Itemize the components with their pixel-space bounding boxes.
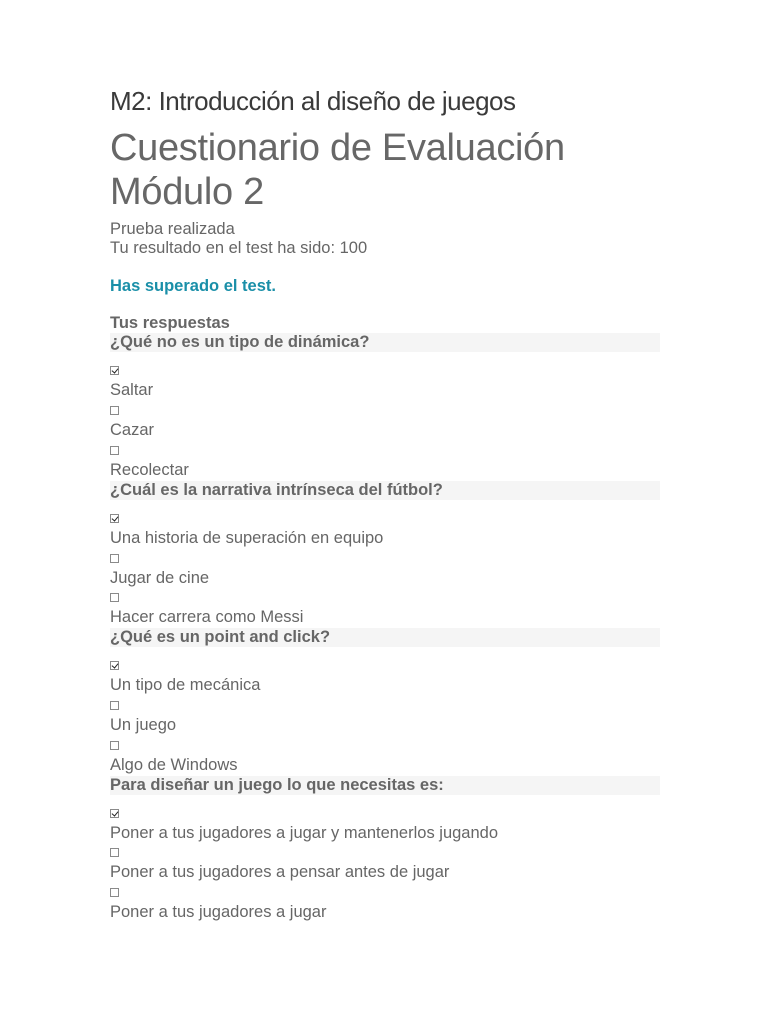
answer-checkbox[interactable]: [110, 593, 119, 602]
answer-checkbox[interactable]: [110, 366, 119, 375]
answer-label: Hacer carrera como Messi: [110, 608, 304, 626]
module-title: M2: Introducción al diseño de juegos: [110, 86, 516, 116]
quiz-title: Cuestionario de Evaluación Módulo 2: [110, 127, 565, 213]
answer-checkbox[interactable]: [110, 406, 119, 415]
question-text: Para diseñar un juego lo que necesitas es:: [110, 776, 660, 795]
answer-checkbox[interactable]: [110, 514, 119, 523]
answer-checkbox[interactable]: [110, 848, 119, 857]
answer-checkbox[interactable]: [110, 701, 119, 710]
status-line-completed: Prueba realizada: [110, 220, 235, 238]
answer-checkbox[interactable]: [110, 446, 119, 455]
answers-heading: Tus respuestas: [110, 314, 230, 332]
answer-checkbox[interactable]: [110, 554, 119, 563]
answer-label: Poner a tus jugadores a jugar: [110, 903, 327, 921]
answer-label: Un juego: [110, 716, 177, 734]
answer-label: Algo de Windows: [110, 756, 238, 774]
test-status: [110, 220, 367, 258]
question-block: [110, 628, 660, 774]
question-block: [110, 776, 660, 921]
question-block: [110, 481, 660, 626]
answer-label: Un tipo de mecánica: [110, 676, 261, 694]
answer-checkbox[interactable]: [110, 809, 119, 818]
question-block: [110, 333, 660, 479]
answer-checkbox[interactable]: [110, 888, 119, 897]
answer-label: Poner a tus jugadores a pensar antes de jugar: [110, 863, 450, 881]
answer-label: Cazar: [110, 421, 155, 439]
answer-label: Recolectar: [110, 461, 189, 479]
question-text: ¿Qué no es un tipo de dinámica?: [110, 333, 660, 352]
answer-checkbox[interactable]: [110, 661, 119, 670]
question-text: ¿Qué es un point and click?: [110, 628, 660, 647]
status-line-score: Tu resultado en el test ha sido: 100: [110, 239, 368, 257]
answer-checkbox[interactable]: [110, 741, 119, 750]
question-text: ¿Cuál es la narrativa intrínseca del fútbol?: [110, 481, 660, 500]
answer-label: Saltar: [110, 381, 154, 399]
passed-message: Has superado el test.: [110, 277, 276, 295]
answer-label: Una historia de superación en equipo: [110, 529, 384, 547]
answer-label: Jugar de cine: [110, 569, 210, 587]
answer-label: Poner a tus jugadores a jugar y mantenerlos jugando: [110, 824, 498, 842]
